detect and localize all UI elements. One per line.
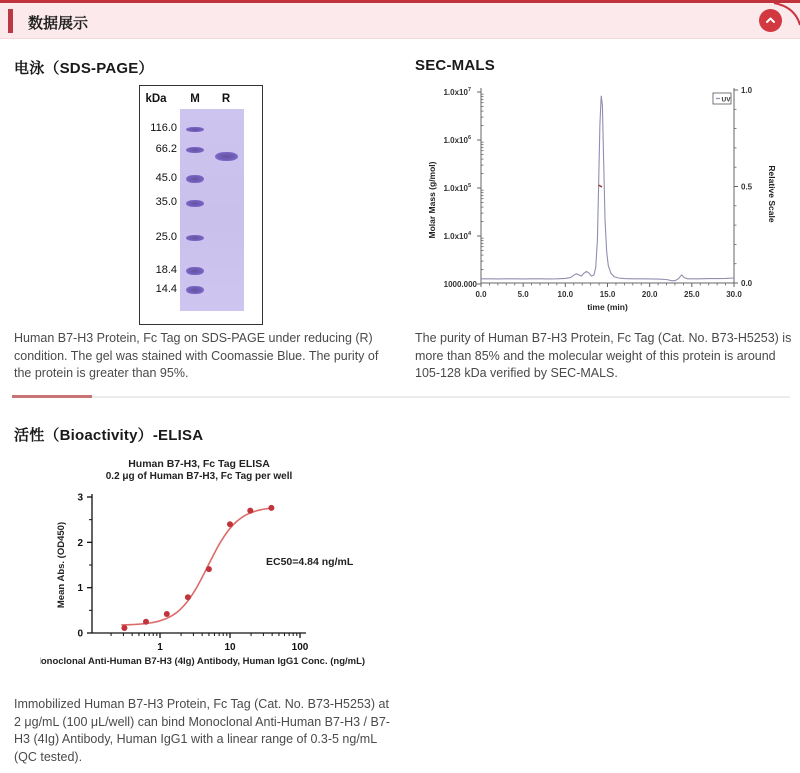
gel-marker-band: [186, 147, 204, 153]
header-accent-bar: [8, 9, 13, 33]
svg-text:10: 10: [224, 642, 236, 653]
svg-text:1.0x105: $1.0x10^5$: [443, 183, 471, 193]
gel-marker-kda-label: 14.4: [155, 283, 177, 295]
svg-text:Molar Mass (g/mol): Molar Mass (g/mol): [427, 161, 437, 239]
gel-marker-kda-label: 18.4: [155, 264, 177, 276]
svg-text:1: 1: [77, 583, 83, 595]
sds-page-gel-image: [139, 85, 263, 325]
svg-text:30.0: 30.0: [726, 290, 742, 299]
svg-text:Mean Abs. (OD450): Mean Abs. (OD450): [56, 521, 67, 609]
svg-text:2: 2: [77, 537, 83, 549]
svg-text:UV: UV: [721, 96, 731, 104]
gel-sample-band: [215, 152, 238, 161]
svg-text:1.0x107: $1.0x10^7$: [443, 87, 471, 97]
gel-lane-label-m: M: [190, 93, 200, 105]
page-title: 数据展示: [28, 15, 89, 32]
gel-marker-kda-label: 66.2: [155, 143, 177, 155]
section-header: [0, 0, 800, 39]
elisa-chart: [40, 452, 385, 677]
gel-marker-kda-label: 35.0: [155, 196, 177, 208]
gel-lane-background: [180, 109, 244, 311]
sec-mals-caption: The purity of Human B7-H3 Protein, Fc Tag (Cat. No. B73-H5253) is more than 85% and the molecular weight of this protein is around 105-128 kDa verified by SEC-MALS.: [415, 331, 792, 380]
svg-text:0.2 μg of Human B7-H3, Fc Tag: 0.2 μg of Human B7-H3, Fc Tag per well: [105, 471, 293, 482]
gel-marker-band: [186, 267, 204, 275]
gel-lane-label-r: R: [221, 93, 231, 105]
svg-text:time (min): time (min): [587, 302, 628, 312]
gel-marker-kda-label: 116.0: [150, 122, 177, 134]
svg-text:1.0x106: $1.0x10^6$: [443, 135, 471, 145]
sec-mals-chart: [415, 82, 800, 317]
sds-page-section-title: 电泳（SDS-PAGE）: [14, 60, 154, 77]
svg-text:3: 3: [77, 492, 83, 504]
svg-text:0: 0: [77, 628, 83, 640]
section-divider: [12, 395, 790, 399]
svg-text:15.0: 15.0: [599, 290, 616, 299]
sds-page-caption: Human B7-H3 Protein, Fc Tag on SDS-PAGE under reducing (R) condition. The gel was stained with Coomassie Blue. The purity of the protein is greater than 95%.: [14, 331, 379, 380]
svg-text:EC50=4.84 ng/mL: EC50=4.84 ng/mL: [266, 556, 354, 568]
sec-mals-section-title: SEC-MALS: [415, 57, 495, 74]
svg-text:Monoclonal Anti-Human B7-H3 (4: Monoclonal Anti-Human B7-H3 (4Ig) Antibody, Human IgG1 Conc. (ng/mL): [40, 656, 366, 667]
gel-marker-band: [186, 175, 204, 183]
svg-text:0.0: 0.0: [741, 279, 753, 288]
gel-marker-band: [186, 286, 204, 294]
gel-unit-label: kDa: [145, 93, 167, 105]
svg-text:1.0: 1.0: [741, 86, 753, 95]
svg-text:1.0x104: $1.0x10^4$: [443, 231, 471, 241]
svg-text:1: 1: [157, 642, 163, 653]
svg-text:5.0: 5.0: [517, 290, 529, 299]
elisa-caption: Immobilized Human B7-H3 Protein, Fc Tag (Cat. No. B73-H5253) at 2 μg/mL (100 μL/well) can bind Monoclonal Anti-Human B7-H3 / B7-H3 (4Ig) Antibody, Human IgG1 with a linear range of 0.3-5 ng/mL (QC tested).: [14, 697, 390, 764]
gel-marker-kda-label: 25.0: [155, 231, 177, 243]
svg-text:Human B7-H3, Fc Tag ELISA: Human B7-H3, Fc Tag ELISA: [128, 458, 270, 470]
gel-marker-band: [186, 200, 204, 207]
gel-marker-kda-label: 45.0: [155, 172, 177, 184]
gel-marker-band: [186, 127, 204, 132]
svg-text:20.0: 20.0: [641, 290, 658, 299]
svg-text:Relative Scale: Relative Scale: [767, 165, 777, 223]
svg-text:25.0: 25.0: [684, 290, 700, 299]
svg-text:1000.000: 1000.000: [443, 280, 477, 289]
elisa-section-title: 活性（Bioactivity）-ELISA: [14, 427, 204, 444]
corner-arc-decoration: [754, 3, 800, 27]
svg-text:100: 100: [291, 642, 309, 653]
svg-text:0.5: 0.5: [741, 182, 753, 192]
svg-text:10.0: 10.0: [557, 290, 574, 299]
gel-marker-band: [186, 235, 204, 241]
svg-text:0.0: 0.0: [475, 290, 487, 299]
